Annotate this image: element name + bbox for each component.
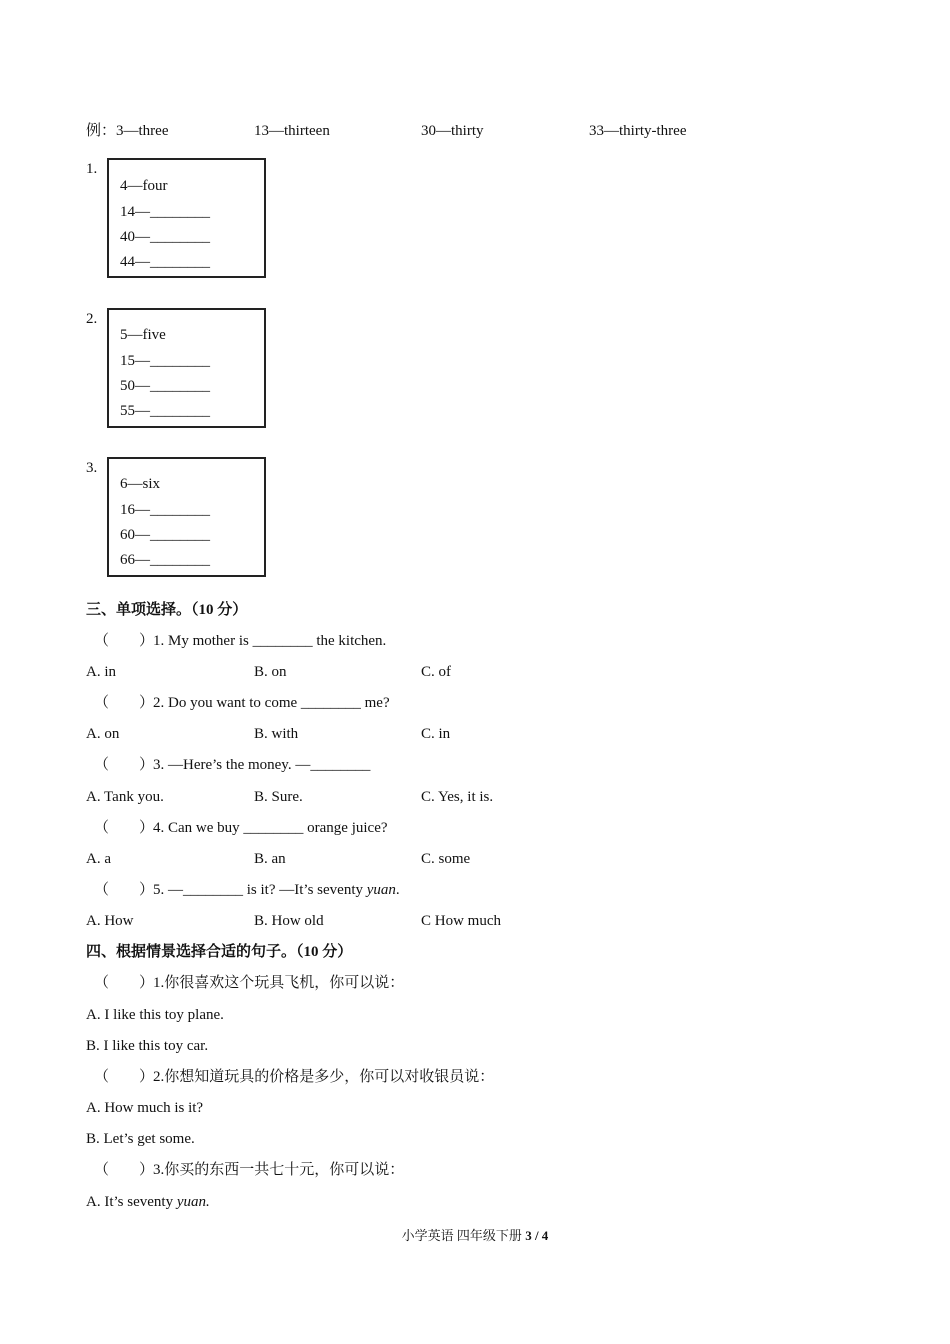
answer-paren: （ ） bbox=[94, 757, 155, 773]
question-text: 1.你很喜欢这个玩具飞机，你可以说： bbox=[153, 975, 405, 991]
option-b: B. with bbox=[254, 726, 299, 742]
question-text-italic: yuan bbox=[366, 882, 396, 898]
option-c: C. in bbox=[421, 726, 451, 742]
number-row: 55—________ bbox=[120, 403, 210, 419]
number-box bbox=[107, 308, 266, 428]
number-row: 4—four bbox=[120, 178, 168, 194]
option-c: C How much bbox=[421, 913, 501, 929]
answer-paren: （ ） bbox=[94, 882, 155, 898]
option-a: A. How bbox=[86, 913, 134, 929]
group-number: 3. bbox=[86, 460, 98, 476]
option-c: C. Yes, it is. bbox=[421, 789, 494, 805]
option-b: B. on bbox=[254, 664, 287, 680]
option-text-italic: yuan. bbox=[176, 1194, 210, 1210]
question-text-part: 5. —________ is it? —It’s seventy bbox=[153, 882, 367, 898]
option-a bbox=[86, 1193, 210, 1211]
question-text: 2. Do you want to come ________ me? bbox=[153, 695, 390, 711]
section-title: 三、单项选择。（10 分） bbox=[86, 602, 248, 618]
option-b: B. How old bbox=[254, 913, 324, 929]
option-b: B. Let’s get some. bbox=[86, 1131, 195, 1147]
option-a: A. I like this toy plane. bbox=[86, 1007, 224, 1023]
option-text: A. It’s seventy bbox=[86, 1194, 177, 1210]
example-item: 30—thirty bbox=[421, 123, 484, 139]
number-row: 16—________ bbox=[120, 502, 210, 518]
example-item: 13—thirteen bbox=[254, 123, 330, 139]
number-row: 50—________ bbox=[120, 378, 210, 394]
option-c: C. of bbox=[421, 664, 451, 680]
footer-title: 小学英语 四年级下册 bbox=[401, 1228, 526, 1243]
answer-paren: （ ） bbox=[94, 975, 155, 991]
option-a: A. How much is it? bbox=[86, 1100, 204, 1116]
option-a: A. Tank you. bbox=[86, 789, 164, 805]
option-a: A. a bbox=[86, 851, 111, 867]
option-a: A. on bbox=[86, 726, 120, 742]
number-row: 5—five bbox=[120, 327, 166, 343]
number-row: 40—________ bbox=[120, 229, 210, 245]
answer-paren: （ ） bbox=[94, 820, 155, 836]
option-a: A. in bbox=[86, 664, 116, 680]
page-number: 3 / 4 bbox=[525, 1228, 549, 1243]
example-item: 3—three bbox=[116, 123, 169, 139]
number-box bbox=[107, 457, 266, 577]
question-text-part: . bbox=[395, 882, 400, 898]
option-c: C. some bbox=[421, 851, 471, 867]
number-box bbox=[107, 158, 266, 278]
number-row: 14—________ bbox=[120, 204, 210, 220]
question-text: 3. —Here’s the money. —________ bbox=[153, 757, 371, 773]
number-row: 66—________ bbox=[120, 552, 210, 568]
answer-paren: （ ） bbox=[94, 1162, 155, 1178]
answer-paren: （ ） bbox=[94, 695, 155, 711]
section-title: 四、根据情景选择合适的句子。（10 分） bbox=[86, 944, 353, 960]
number-row: 44—________ bbox=[120, 254, 210, 270]
answer-paren: （ ） bbox=[94, 633, 155, 649]
question-text: 1. My mother is ________ the kitchen. bbox=[153, 633, 387, 649]
page-footer bbox=[0, 1228, 950, 1244]
group-number: 1. bbox=[86, 161, 98, 177]
question-text: 2.你想知道玩具的价格是多少，你可以对收银员说： bbox=[153, 1069, 495, 1085]
option-b: B. I like this toy car. bbox=[86, 1038, 209, 1054]
group-number: 2. bbox=[86, 311, 98, 327]
example-line bbox=[86, 122, 169, 140]
number-row: 60—________ bbox=[120, 527, 210, 543]
example-item: 33—thirty-three bbox=[589, 123, 687, 139]
option-b: B. an bbox=[254, 851, 286, 867]
question-text: 3.你买的东西一共七十元，你可以说： bbox=[153, 1162, 405, 1178]
option-b: B. Sure. bbox=[254, 789, 303, 805]
answer-paren: （ ） bbox=[94, 1069, 155, 1085]
number-row: 15—________ bbox=[120, 353, 210, 369]
question-text bbox=[153, 881, 400, 899]
example-prefix: 例： bbox=[86, 123, 117, 139]
question-text: 4. Can we buy ________ orange juice? bbox=[153, 820, 388, 836]
number-row: 6—six bbox=[120, 476, 161, 492]
